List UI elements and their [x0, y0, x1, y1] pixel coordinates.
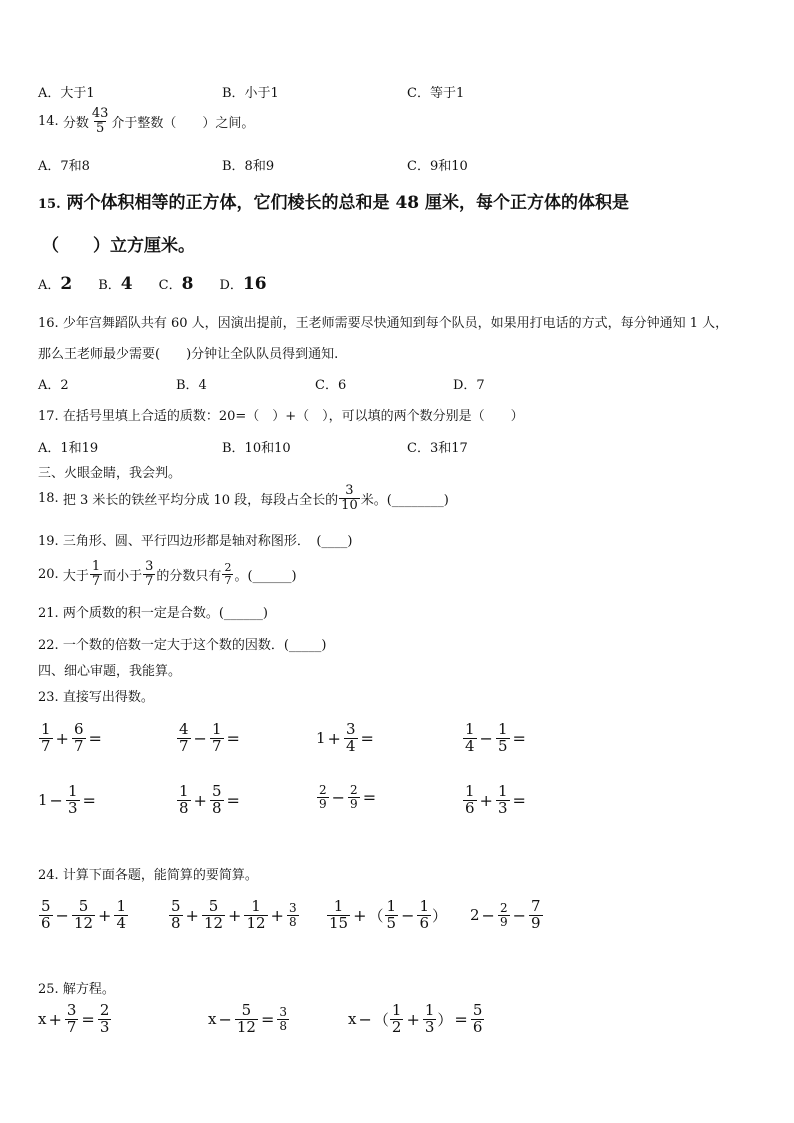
calc-item: $\frac{1}{4}$ − $\frac{1}{5}$ =	[465, 720, 526, 755]
question-text: 解方程。	[62, 982, 115, 997]
q17-option-c[interactable]: C．3和17	[407, 441, 468, 456]
question-24	[38, 864, 258, 883]
calc-item: $\frac{2}{9}$ − $\frac{2}{9}$ =	[319, 783, 377, 811]
question-number: 18.	[38, 490, 59, 506]
question-text: 在括号里填上合适的质数：20=（ ）+（ ），可以填的两个数分别是（ ）	[62, 409, 524, 424]
question-15-line2: （ ）立方厘米。	[42, 236, 195, 256]
q16-option-a[interactable]: A．2	[38, 378, 69, 393]
question-number: 17.	[38, 409, 59, 424]
question-text: 三角形、圆、平行四边形都是轴对称图形． (____)	[62, 534, 353, 549]
calc-item: $\frac{1}{6}$ + $\frac{1}{3}$ =	[465, 782, 526, 817]
question-number: 19.	[38, 534, 59, 549]
question-text: 的分数只有	[156, 568, 222, 584]
question-text: 一个数的倍数一定大于这个数的因数．(_____)	[62, 638, 327, 653]
question-text: 介于整数（ ）之间。	[111, 115, 255, 131]
question-text: 直接写出得数。	[62, 690, 154, 705]
calc-item: $\frac{1}{7}$ + $\frac{6}{7}$ =	[41, 720, 102, 755]
q17-option-b[interactable]: B．10和10	[222, 441, 291, 456]
q15-option-c[interactable]: C．8	[158, 274, 194, 294]
q14-option-c[interactable]: C．9和10	[407, 159, 468, 174]
q15-option-d[interactable]: D．16	[219, 274, 267, 294]
answer-blank[interactable]: 米。(________)	[360, 492, 449, 508]
question-text: 计算下面各题，能简算的要简算。	[62, 868, 258, 883]
fraction: $\frac{2}{7}$	[224, 561, 232, 587]
question-text: 少年宫舞蹈队共有 60 人，因演出提前，王老师需要尽快通知到每个队员，如果用打电话的方式，每分钟通知 1 人，	[62, 316, 729, 331]
q13-option-b[interactable]: B．小于1	[222, 86, 279, 101]
calc-item: 1 − $\frac{1}{3}$ =	[38, 782, 96, 817]
question-number: 24.	[38, 868, 59, 883]
calc-item: $\frac{4}{7}$ − $\frac{1}{7}$ =	[179, 720, 240, 755]
question-number: 14.	[38, 113, 59, 129]
question-19	[38, 530, 352, 549]
question-number: 25.	[38, 982, 59, 997]
question-text: 大于	[62, 568, 89, 584]
fraction: $\frac{1}{7}$	[91, 559, 101, 589]
fraction: $\frac{3}{7}$	[145, 559, 154, 589]
equation-item: x − $\frac{5}{12}$ = $\frac{3}{8}$	[208, 1001, 288, 1036]
q13-option-a[interactable]: A．大于1	[38, 86, 95, 101]
q14-option-b[interactable]: B．8和9	[222, 159, 275, 174]
calc-item: $\frac{1}{8}$ + $\frac{5}{8}$ =	[179, 782, 240, 817]
fraction: $\frac{3}{10}$	[341, 483, 358, 513]
equation-item: x + $\frac{3}{7}$ = $\frac{2}{3}$	[38, 1001, 110, 1036]
calc-item: 2 − $\frac{2}{9}$ − $\frac{7}{9}$	[470, 897, 541, 932]
question-number: 20.	[38, 566, 59, 582]
equation-item: x − （ $\frac{1}{2}$ + $\frac{1}{3}$ ） = $\frac{5}{6}$	[348, 1001, 483, 1036]
question-17	[38, 405, 524, 424]
q16-option-c[interactable]: C．6	[315, 378, 347, 393]
question-16-line2: 那么王老师最少需要( )分钟让全队队员得到通知.	[38, 347, 339, 362]
q16-option-b[interactable]: B．4	[176, 378, 207, 393]
calc-item: 1 + $\frac{3}{4}$ =	[316, 720, 374, 755]
calc-item: $\frac{5}{8}$ + $\frac{5}{12}$ + $\frac{1}{12}$ + $\frac{3}{8}$	[171, 897, 297, 932]
question-number: 23.	[38, 690, 59, 705]
question-25	[38, 978, 115, 997]
question-18	[38, 484, 449, 512]
q15-option-a[interactable]: A．2	[38, 274, 73, 294]
q14-option-a[interactable]: A．7和8	[38, 159, 90, 174]
question-text: 而小于	[103, 568, 143, 584]
question-23	[38, 686, 154, 705]
question-number: 15.	[38, 197, 61, 212]
question-21	[38, 602, 268, 621]
question-22	[38, 634, 326, 653]
answer-blank[interactable]: 。(______)	[234, 568, 297, 584]
question-text: 分数	[62, 115, 89, 131]
question-number: 21.	[38, 606, 59, 621]
q16-option-d[interactable]: D．7	[453, 378, 485, 393]
fraction: $\frac{43}{5}$	[91, 106, 109, 136]
question-text: 把 3 米长的铁丝平均分成 10 段，每段占全长的	[62, 492, 339, 508]
question-16	[38, 312, 728, 331]
calc-item: $\frac{5}{6}$ − $\frac{5}{12}$ + $\frac{1}{4}$	[41, 897, 126, 932]
question-text: 两个质数的积一定是合数。(______)	[62, 606, 268, 621]
q15-option-b[interactable]: B．4	[98, 274, 133, 294]
question-15	[38, 188, 629, 213]
section-heading: 四、细心审题，我能算。	[38, 664, 182, 679]
q15-options	[38, 274, 267, 294]
question-14	[38, 107, 254, 135]
q13-option-c[interactable]: C．等于1	[407, 86, 465, 101]
calc-item: $\frac{1}{15}$ + （ $\frac{1}{5}$ − $\frac{1}{6}$ ）	[329, 897, 448, 932]
q17-option-a[interactable]: A．1和19	[38, 441, 99, 456]
question-20	[38, 560, 297, 588]
section-heading: 三、火眼金睛，我会判。	[38, 466, 182, 481]
question-number: 16.	[38, 316, 59, 331]
question-number: 22.	[38, 638, 59, 653]
question-text: 两个体积相等的正方体，它们棱长的总和是 48 厘米，每个正方体的体积是	[66, 193, 630, 213]
